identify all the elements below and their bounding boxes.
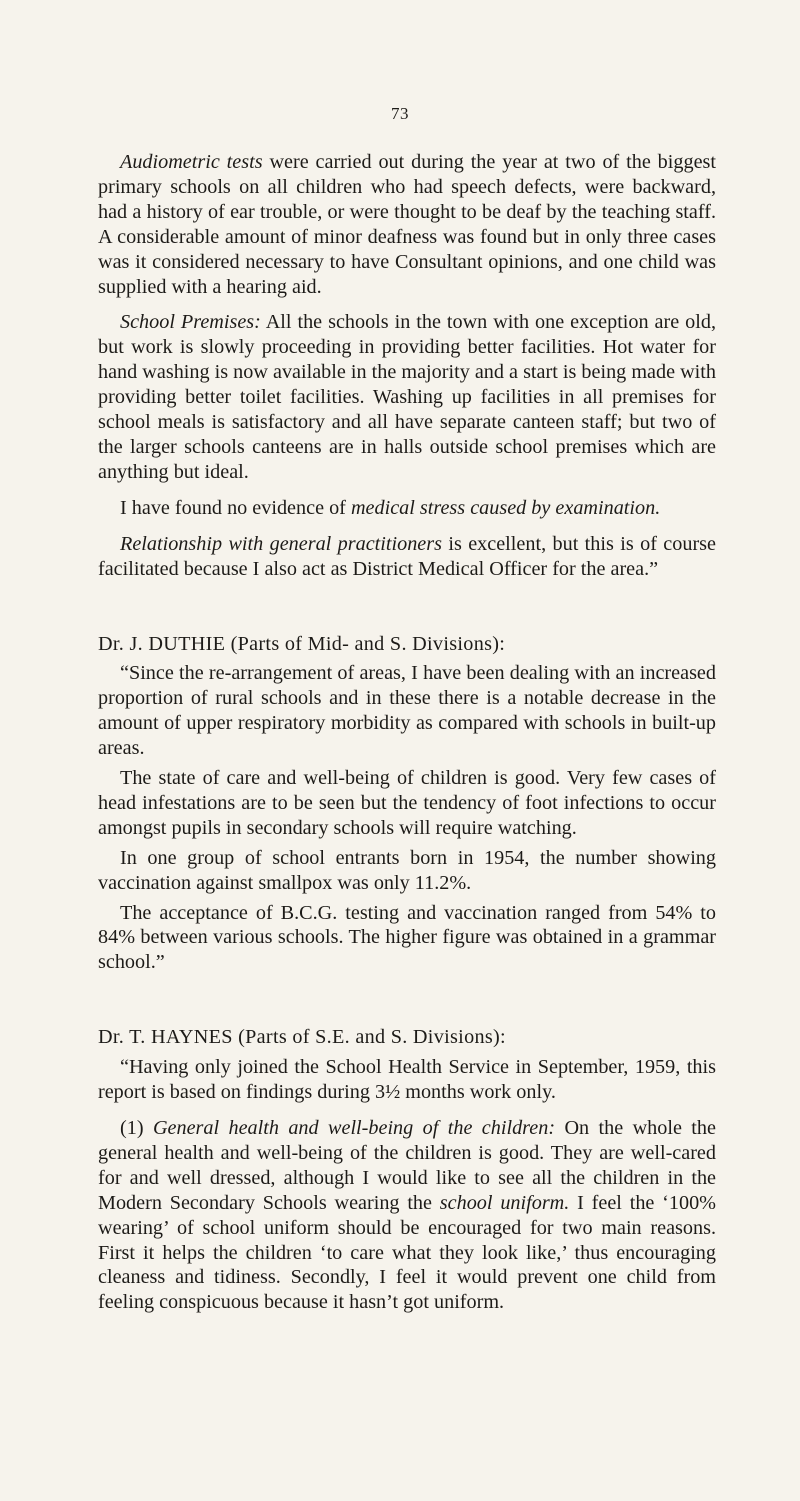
school-premises-text: All the schools in the town with one exception are old, but work is slowly proceeding in providing better facilities. Hot water for hand washing is now available in the majority and a start is being made with providing better toilet facilities. Washing up facilities in all premises for school meals is satisfactory and all have separate canteen staff; but two of the larger schools canteens are in halls outside school premises which are anything but ideal. [98, 311, 716, 483]
audiometric-tests-lead: Audiometric tests [120, 151, 263, 173]
medical-stress-italic: medical stress caused by examination. [350, 496, 661, 519]
relationship-gp-text: is excellent, but this is of course facilitated because I also act as District Medical Officer for the area.” [98, 532, 716, 580]
audiometric-tests-text: were carried out during the year at two of the biggest primary schools on all children who had speech defects, were backward, had a history of ear trouble, or were thought to be deaf by the teaching staff. A considerable amount of minor deafness was found but in only three cases was it considered necessary to have Consultant opinions, and one child was supplied with a hearing aid. [98, 151, 716, 298]
paragraph-haynes-general-health [98, 1116, 716, 1315]
body-text [98, 150, 716, 1315]
section-heading-haynes: Dr. T. HAYNES (Parts of S.E. and S. Divisions): [98, 1026, 506, 1049]
paragraph-haynes-intro: “Having only joined the School Health Service in September, 1959, this report is based on findings during 3½ months work only. [98, 1056, 716, 1104]
paragraph-medical-stress [98, 496, 716, 521]
general-health-lead: General health and well-being of the children: [152, 1117, 556, 1139]
paragraph-school-premises [98, 310, 716, 484]
school-uniform-italic: school uniform. [439, 1191, 570, 1214]
medical-stress-text: I have found no evidence of [120, 496, 351, 519]
page-number: 73 [391, 104, 409, 123]
general-health-prefix: (1) [120, 1117, 153, 1139]
general-health-text-1: On the whole the general health and well-being of the children is good. They are well-cared for and well dressed, although I would like to see all the children in the Modern Secondary Schools wearing the [98, 1117, 716, 1214]
paragraph-duthie-vaccination: In one group of school entrants born in 1954, the number showing vaccination against smallpox was only 11.2%. [98, 846, 716, 894]
paragraph-relationship-gp [98, 532, 716, 582]
relationship-gp-lead: Relationship with general practitioners [120, 532, 442, 555]
paragraph-duthie-care: The state of care and well-being of children is good. Very few cases of head infestations are to be seen but the tendency of foot infections to occur amongst pupils in secondary schools will require watching. [98, 767, 716, 839]
school-premises-lead: School Premises: [120, 311, 261, 334]
section-heading-duthie: Dr. J. DUTHIE (Parts of Mid- and S. Divisions): [98, 632, 506, 655]
paragraph-audiometric-tests [98, 150, 716, 299]
paragraph-duthie-bcg: The acceptance of B.C.G. testing and vaccination ranged from 54% to 84% between various schools. The higher figure was obtained in a grammar school.” [98, 901, 716, 974]
general-health-text-2: I feel the ‘100% wearing’ of school uniform should be encouraged for two main reasons. First it helps the children ‘to care what they look like,’ thus encouraging cleaness and tidiness. Secondly, I feel it would prevent one child from feeling conspicuous because it hasn’t got uniform. [98, 1191, 716, 1314]
paragraph-duthie-rural-schools: “Since the re-arrangement of areas, I have been dealing with an increased proportion of rural schools and in these there is a notable decrease in the amount of upper respiratory morbidity as compared with schools in built-up areas. [98, 662, 716, 760]
